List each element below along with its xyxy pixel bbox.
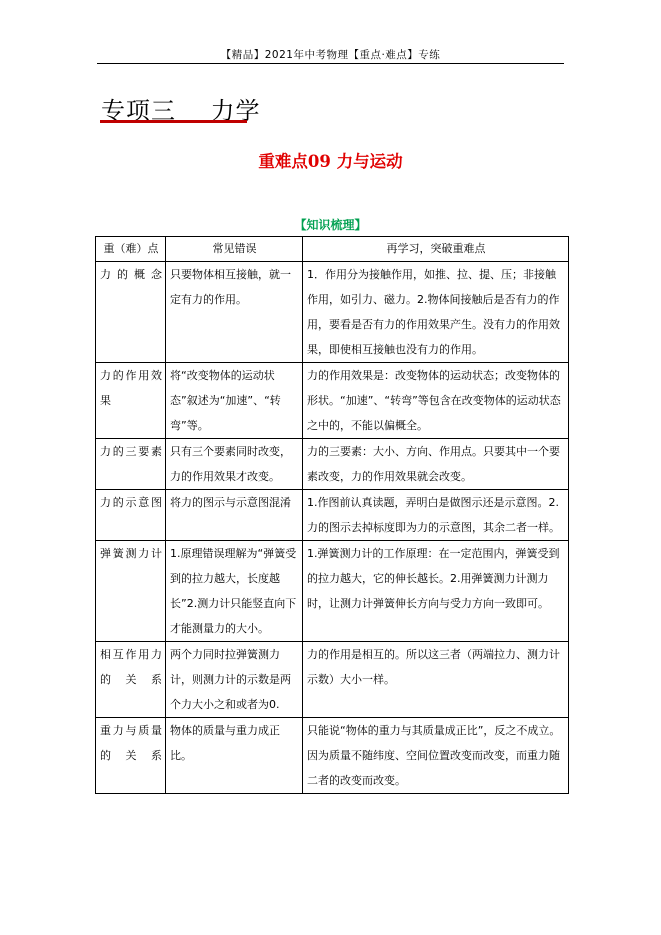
knowledge-table [95,236,569,794]
row-mistake: 将“改变物体的运动状态”叙述为“加速”、“转弯”等。 [166,363,303,439]
row-mistake: 只要物体相互接触，就一定有力的作用。 [166,262,303,363]
row-topic: 力的概念 [96,262,166,363]
row-relearn: 力的三要素：大小、方向、作用点。只要其中一个要素改变，力的作用效果就会改变。 [303,439,569,490]
row-topic: 力的三要素 [96,439,166,490]
row-mistake: 将力的图示与示意图混淆 [166,490,303,541]
section-title-underline [100,120,247,123]
table-row [96,363,569,439]
row-topic: 力的示意图 [96,490,166,541]
row-mistake: 物体的质量与重力成正比。 [166,718,303,794]
row-topic: 弹簧测力计 [96,541,166,642]
row-topic: 力的作用效果 [96,363,166,439]
section-title: 专项三 力学 [101,97,261,125]
row-relearn: 力的作用效果是：改变物体的运动状态；改变物体的形状。“加速”、“转弯”等包含在改变物体的运动状态之中的，不能以偏概全。 [303,363,569,439]
page-header: 【精品】2021年中考物理【重点·难点】专练 [220,49,441,61]
header-key-point: 重（难）点 [96,237,166,262]
row-relearn: 力的作用是相互的。所以这三者（两端拉力、测力计示数）大小一样。 [303,642,569,718]
row-mistake: 1.原理错误理解为“弹簧受到的拉力越大，长度越长”2.测力计只能竖直向下才能测量力的大小。 [166,541,303,642]
row-mistake: 只有三个要素同时改变，力的作用效果才改变。 [166,439,303,490]
table-row [96,439,569,490]
row-relearn: 1.作图前认真读题，弄明白是做图示还是示意图。2.力的图示去掉标度即为力的示意图，其余二者一样。 [303,490,569,541]
header-common-mistakes: 常见错误 [166,237,303,262]
table-row [96,262,569,363]
row-relearn: 只能说“物体的重力与其质量成正比”，反之不成立。因为质量不随纬度、空间位置改变而改变，而重力随二者的改变而改变。 [303,718,569,794]
table-row [96,718,569,794]
row-topic: 相互作用力的关系 [96,642,166,718]
row-relearn: 1.弹簧测力计的工作原理：在一定范围内，弹簧受到的拉力越大，它的伸长越长。2.用弹簧测力计测力时，让测力计弹簧伸长方向与受力方向一致即可。 [303,541,569,642]
knowledge-summary-label: 【知识梳理】 [294,218,367,232]
table-row [96,642,569,718]
topic-subtitle: 重难点09 力与运动 [258,152,403,171]
row-topic: 重力与质量的关系 [96,718,166,794]
table-row [96,541,569,642]
table-row [96,490,569,541]
row-mistake: 两个力同时拉弹簧测力计，则测力计的示数是两个力大小之和或者为0. [166,642,303,718]
row-relearn: 1．作用分为接触作用，如推、拉、提、压；非接触作用，如引力、磁力。2.物体间接触后是否有力的作用，要看是否有力的作用效果产生。没有力的作用效果，即使相互接触也没有力的作用。 [303,262,569,363]
header-divider [97,63,564,64]
header-relearn: 再学习，突破重难点 [303,237,569,262]
table-header-row [96,237,569,262]
